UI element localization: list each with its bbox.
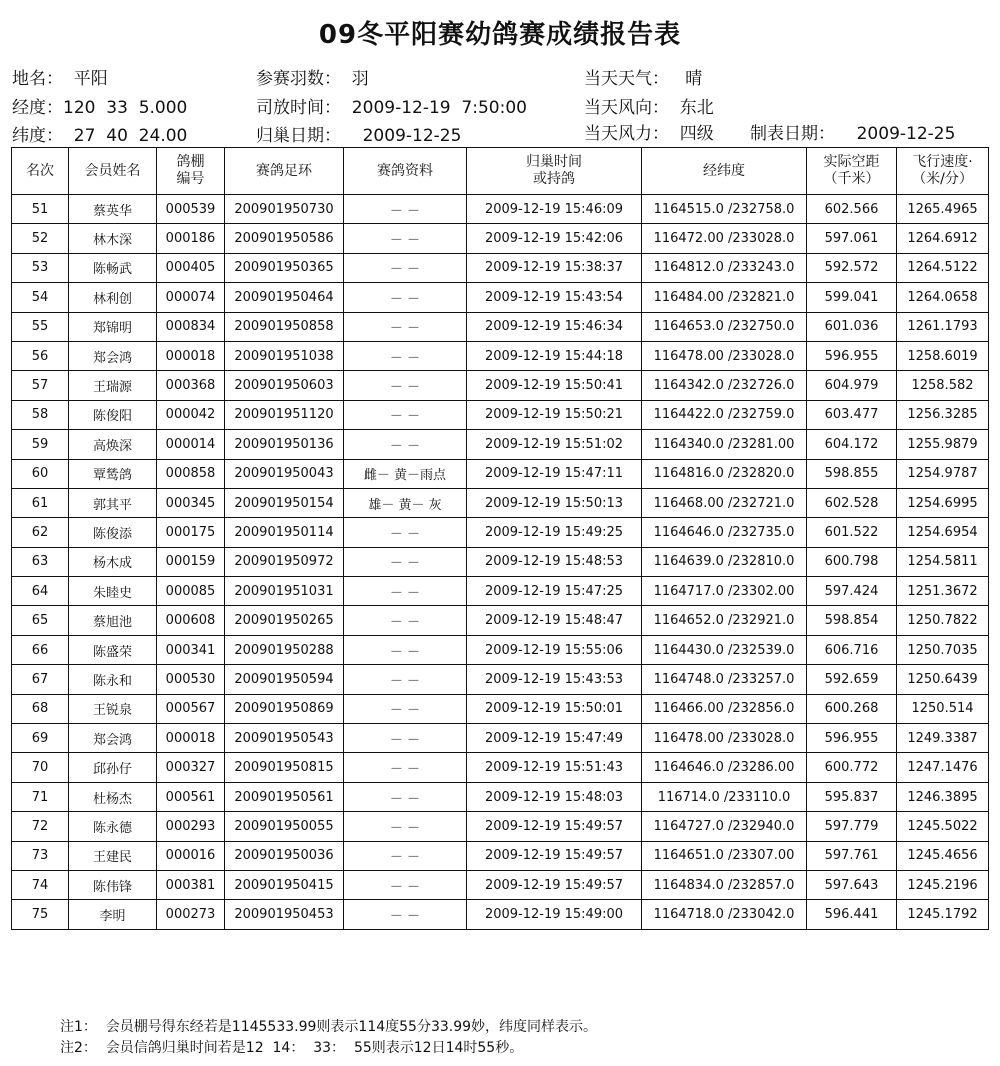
pigeon-info-cell: － － (344, 694, 467, 723)
pigeon-info-cell: － － (344, 900, 467, 929)
return-time-cell: 2009-12-19 15:49:57 (467, 812, 642, 841)
coordinates-cell: 1164834.0 /232857.0 (642, 870, 807, 899)
ring-number-cell: 200901950415 (225, 870, 344, 899)
member-name-cell: 陈永和 (69, 665, 157, 694)
coordinates-cell: 1164717.0 /23302.00 (642, 577, 807, 606)
distance-cell: 602.528 (807, 488, 897, 517)
pigeon-info-cell: － － (344, 224, 467, 253)
member-name-cell: 覃鸶鸽 (69, 459, 157, 488)
return-time-cell: 2009-12-19 15:51:02 (467, 430, 642, 459)
coordinates-cell: 1164718.0 /233042.0 (642, 900, 807, 929)
ring-number-cell: 200901950136 (225, 430, 344, 459)
table-row (12, 547, 989, 576)
member-name-cell: 陈伟锋 (69, 870, 157, 899)
distance-cell: 599.041 (807, 283, 897, 312)
member-name-cell: 王锐泉 (69, 694, 157, 723)
coordinates-cell: 1164342.0 /232726.0 (642, 371, 807, 400)
pigeon-info-cell: － － (344, 812, 467, 841)
pigeon-info-cell: 雄－ 黄－ 灰 (344, 488, 467, 517)
return-time-cell: 2009-12-19 15:46:34 (467, 312, 642, 341)
loft-number-cell: 000018 (157, 341, 225, 370)
coordinates-cell: 116484.00 /232821.0 (642, 283, 807, 312)
coordinates-cell: 116468.00 /232721.0 (642, 488, 807, 517)
member-name-cell: 蔡英华 (69, 195, 157, 224)
member-name-cell: 陈盛荣 (69, 635, 157, 664)
speed-cell: 1256.3285 (897, 400, 989, 429)
distance-cell: 597.761 (807, 841, 897, 870)
member-name-cell: 郑锦明 (69, 312, 157, 341)
speed-cell: 1246.3895 (897, 782, 989, 811)
member-name-cell: 蔡旭池 (69, 606, 157, 635)
rank-cell: 60 (12, 459, 69, 488)
member-name-cell: 李明 (69, 900, 157, 929)
header-ring-number: 赛鸽足环 (225, 148, 344, 195)
rank-cell: 61 (12, 488, 69, 517)
table-row (12, 870, 989, 899)
loft-number-cell: 000327 (157, 753, 225, 782)
loft-number-cell: 000074 (157, 283, 225, 312)
member-name-cell: 陈畅武 (69, 253, 157, 282)
pigeon-info-cell: － － (344, 635, 467, 664)
return-time-cell: 2009-12-19 15:48:53 (467, 547, 642, 576)
rank-cell: 51 (12, 195, 69, 224)
rank-cell: 54 (12, 283, 69, 312)
return-time-cell: 2009-12-19 15:49:57 (467, 841, 642, 870)
distance-cell: 603.477 (807, 400, 897, 429)
pigeon-info-cell: － － (344, 400, 467, 429)
table-row (12, 694, 989, 723)
table-row (12, 371, 989, 400)
header-pigeon-info: 赛鸽资料 (344, 148, 467, 195)
ring-number-cell: 200901950594 (225, 665, 344, 694)
speed-cell: 1254.6995 (897, 488, 989, 517)
return-time-cell: 2009-12-19 15:51:43 (467, 753, 642, 782)
return-time-cell: 2009-12-19 15:48:47 (467, 606, 642, 635)
pigeon-info-cell: － － (344, 577, 467, 606)
distance-cell: 598.855 (807, 459, 897, 488)
member-name-cell: 杜杨杰 (69, 782, 157, 811)
ring-number-cell: 200901950055 (225, 812, 344, 841)
ring-number-cell: 200901950114 (225, 518, 344, 547)
return-time-cell: 2009-12-19 15:43:54 (467, 283, 642, 312)
coordinates-cell: 1164653.0 /232750.0 (642, 312, 807, 341)
coordinates-cell: 116478.00 /233028.0 (642, 724, 807, 753)
loft-number-cell: 000293 (157, 812, 225, 841)
speed-cell: 1255.9879 (897, 430, 989, 459)
speed-cell: 1254.9787 (897, 459, 989, 488)
loft-number-cell: 000345 (157, 488, 225, 517)
table-row (12, 283, 989, 312)
table-row (12, 459, 989, 488)
speed-cell: 1261.1793 (897, 312, 989, 341)
member-name-cell: 杨木成 (69, 547, 157, 576)
ring-number-cell: 200901950453 (225, 900, 344, 929)
speed-cell: 1264.5122 (897, 253, 989, 282)
loft-number-cell: 000834 (157, 312, 225, 341)
ring-number-cell: 200901951038 (225, 341, 344, 370)
loft-number-cell: 000530 (157, 665, 225, 694)
member-name-cell: 郭其平 (69, 488, 157, 517)
pigeon-info-cell: － － (344, 606, 467, 635)
loft-number-cell: 000608 (157, 606, 225, 635)
loft-number-cell: 000175 (157, 518, 225, 547)
distance-cell: 604.172 (807, 430, 897, 459)
return-time-cell: 2009-12-19 15:50:13 (467, 488, 642, 517)
report-title: 09冬平阳赛幼鸽赛成绩报告表 (318, 20, 682, 50)
member-name-cell: 高焕深 (69, 430, 157, 459)
ring-number-cell: 200901950288 (225, 635, 344, 664)
loft-number-cell: 000018 (157, 724, 225, 753)
distance-cell: 592.572 (807, 253, 897, 282)
coordinates-cell: 1164515.0 /232758.0 (642, 195, 807, 224)
ring-number-cell: 200901951120 (225, 400, 344, 429)
rank-cell: 73 (12, 841, 69, 870)
pigeon-info-cell: － － (344, 430, 467, 459)
coordinates-cell: 1164646.0 /23286.00 (642, 753, 807, 782)
distance-cell: 597.643 (807, 870, 897, 899)
table-row (12, 724, 989, 753)
table-row (12, 430, 989, 459)
return-time-cell: 2009-12-19 15:44:18 (467, 341, 642, 370)
loft-number-cell: 000159 (157, 547, 225, 576)
return-time-cell: 2009-12-19 15:42:06 (467, 224, 642, 253)
speed-cell: 1245.2196 (897, 870, 989, 899)
coordinates-cell: 1164430.0 /232539.0 (642, 635, 807, 664)
pigeon-info-cell: － － (344, 518, 467, 547)
header-distance: 实际空距 （千米） (807, 148, 897, 195)
member-name-cell: 王建民 (69, 841, 157, 870)
member-name-cell: 王瑞源 (69, 371, 157, 400)
speed-cell: 1250.6439 (897, 665, 989, 694)
return-time-cell: 2009-12-19 15:49:00 (467, 900, 642, 929)
ring-number-cell: 200901950464 (225, 283, 344, 312)
info-made-date: 制表日期： 2009-12-25 (750, 124, 956, 144)
member-name-cell: 郑会鸿 (69, 341, 157, 370)
table-row (12, 577, 989, 606)
coordinates-cell: 1164422.0 /232759.0 (642, 400, 807, 429)
coordinates-cell: 116478.00 /233028.0 (642, 341, 807, 370)
speed-cell: 1247.1476 (897, 753, 989, 782)
distance-cell: 597.061 (807, 224, 897, 253)
member-name-cell: 林利创 (69, 283, 157, 312)
rank-cell: 64 (12, 577, 69, 606)
speed-cell: 1245.5022 (897, 812, 989, 841)
rank-cell: 66 (12, 635, 69, 664)
speed-cell: 1249.3387 (897, 724, 989, 753)
table-row (12, 665, 989, 694)
ring-number-cell: 200901950972 (225, 547, 344, 576)
ring-number-cell: 200901950365 (225, 253, 344, 282)
loft-number-cell: 000273 (157, 900, 225, 929)
pigeon-info-cell: － － (344, 253, 467, 282)
pigeon-info-cell: － － (344, 870, 467, 899)
table-row (12, 606, 989, 635)
table-row (12, 518, 989, 547)
pigeon-info-cell: 雌－ 黄－雨点 (344, 459, 467, 488)
note-1: 注1： 会员棚号得东经若是1145533.99则表示114度55分33.99妙，纬度同样表示。 (60, 1019, 598, 1035)
results-table (11, 147, 989, 930)
member-name-cell: 陈俊添 (69, 518, 157, 547)
return-time-cell: 2009-12-19 15:48:03 (467, 782, 642, 811)
table-row (12, 635, 989, 664)
table-row (12, 782, 989, 811)
rank-cell: 70 (12, 753, 69, 782)
note-2: 注2： 会员信鸽归巢时间若是12 14： 33： 55则表示12日14时55秒。 (60, 1040, 524, 1056)
info-latitude: 纬度： 27 40 24.00 (12, 126, 188, 146)
loft-number-cell: 000405 (157, 253, 225, 282)
speed-cell: 1254.5811 (897, 547, 989, 576)
rank-cell: 75 (12, 900, 69, 929)
speed-cell: 1250.514 (897, 694, 989, 723)
table-row (12, 195, 989, 224)
ring-number-cell: 200901950561 (225, 782, 344, 811)
results-body (12, 195, 989, 930)
pigeon-info-cell: － － (344, 283, 467, 312)
loft-number-cell: 000016 (157, 841, 225, 870)
distance-cell: 592.659 (807, 665, 897, 694)
table-row (12, 841, 989, 870)
rank-cell: 69 (12, 724, 69, 753)
loft-number-cell: 000561 (157, 782, 225, 811)
ring-number-cell: 200901950543 (225, 724, 344, 753)
pigeon-info-cell: － － (344, 547, 467, 576)
rank-cell: 71 (12, 782, 69, 811)
coordinates-cell: 1164816.0 /232820.0 (642, 459, 807, 488)
distance-cell: 596.955 (807, 341, 897, 370)
distance-cell: 597.779 (807, 812, 897, 841)
table-row (12, 900, 989, 929)
pigeon-info-cell: － － (344, 312, 467, 341)
return-time-cell: 2009-12-19 15:50:21 (467, 400, 642, 429)
table-row (12, 753, 989, 782)
distance-cell: 606.716 (807, 635, 897, 664)
rank-cell: 62 (12, 518, 69, 547)
speed-cell: 1254.6954 (897, 518, 989, 547)
distance-cell: 600.798 (807, 547, 897, 576)
loft-number-cell: 000042 (157, 400, 225, 429)
header-speed: 飞行速度· （米/分） (897, 148, 989, 195)
coordinates-cell: 116472.00 /233028.0 (642, 224, 807, 253)
rank-cell: 63 (12, 547, 69, 576)
table-row (12, 253, 989, 282)
rank-cell: 72 (12, 812, 69, 841)
table-row (12, 312, 989, 341)
return-time-cell: 2009-12-19 15:47:25 (467, 577, 642, 606)
rank-cell: 74 (12, 870, 69, 899)
distance-cell: 604.979 (807, 371, 897, 400)
coordinates-cell: 1164652.0 /232921.0 (642, 606, 807, 635)
header-loft-number: 鸽棚 编号 (157, 148, 225, 195)
loft-number-cell: 000368 (157, 371, 225, 400)
speed-cell: 1265.4965 (897, 195, 989, 224)
member-name-cell: 邱孙仔 (69, 753, 157, 782)
coordinates-cell: 116714.0 /233110.0 (642, 782, 807, 811)
pigeon-info-cell: － － (344, 782, 467, 811)
table-row (12, 341, 989, 370)
ring-number-cell: 200901950036 (225, 841, 344, 870)
return-time-cell: 2009-12-19 15:49:25 (467, 518, 642, 547)
ring-number-cell: 200901950869 (225, 694, 344, 723)
info-place: 地名： 平阳 (12, 69, 108, 89)
header-return-time: 归巢时间 或持鸽 (467, 148, 642, 195)
distance-cell: 595.837 (807, 782, 897, 811)
loft-number-cell: 000014 (157, 430, 225, 459)
distance-cell: 601.522 (807, 518, 897, 547)
return-time-cell: 2009-12-19 15:47:49 (467, 724, 642, 753)
return-time-cell: 2009-12-19 15:49:57 (467, 870, 642, 899)
info-weather: 当天天气： 晴 (584, 69, 703, 89)
distance-cell: 600.268 (807, 694, 897, 723)
return-time-cell: 2009-12-19 15:43:53 (467, 665, 642, 694)
member-name-cell: 陈俊阳 (69, 400, 157, 429)
member-name-cell: 郑会鸿 (69, 724, 157, 753)
table-row (12, 400, 989, 429)
info-longitude: 经度：120 33 5.000 (12, 98, 188, 118)
rank-cell: 52 (12, 224, 69, 253)
pigeon-info-cell: － － (344, 341, 467, 370)
distance-cell: 601.036 (807, 312, 897, 341)
return-time-cell: 2009-12-19 15:50:41 (467, 371, 642, 400)
speed-cell: 1258.6019 (897, 341, 989, 370)
rank-cell: 55 (12, 312, 69, 341)
speed-cell: 1264.6912 (897, 224, 989, 253)
pigeon-info-cell: － － (344, 195, 467, 224)
coordinates-cell: 1164340.0 /23281.00 (642, 430, 807, 459)
coordinates-cell: 116466.00 /232856.0 (642, 694, 807, 723)
distance-cell: 600.772 (807, 753, 897, 782)
speed-cell: 1251.3672 (897, 577, 989, 606)
rank-cell: 58 (12, 400, 69, 429)
info-return-date: 归巢日期： 2009-12-25 (256, 126, 462, 146)
return-time-cell: 2009-12-19 15:55:06 (467, 635, 642, 664)
rank-cell: 56 (12, 341, 69, 370)
table-row (12, 224, 989, 253)
ring-number-cell: 200901950043 (225, 459, 344, 488)
ring-number-cell: 200901950815 (225, 753, 344, 782)
header-coordinates: 经纬度 (642, 148, 807, 195)
speed-cell: 1250.7035 (897, 635, 989, 664)
speed-cell: 1245.1792 (897, 900, 989, 929)
info-wind-force: 当天风力： 四级 (584, 124, 714, 144)
member-name-cell: 朱睦史 (69, 577, 157, 606)
speed-cell: 1250.7822 (897, 606, 989, 635)
rank-cell: 68 (12, 694, 69, 723)
return-time-cell: 2009-12-19 15:50:01 (467, 694, 642, 723)
table-row (12, 488, 989, 517)
loft-number-cell: 000341 (157, 635, 225, 664)
table-header-row (12, 148, 989, 195)
ring-number-cell: 200901951031 (225, 577, 344, 606)
info-count: 参赛羽数： 羽 (256, 69, 369, 89)
coordinates-cell: 1164812.0 /233243.0 (642, 253, 807, 282)
member-name-cell: 陈永德 (69, 812, 157, 841)
ring-number-cell: 200901950265 (225, 606, 344, 635)
speed-cell: 1245.4656 (897, 841, 989, 870)
return-time-cell: 2009-12-19 15:38:37 (467, 253, 642, 282)
loft-number-cell: 000381 (157, 870, 225, 899)
coordinates-cell: 1164646.0 /232735.0 (642, 518, 807, 547)
rank-cell: 67 (12, 665, 69, 694)
distance-cell: 596.441 (807, 900, 897, 929)
loft-number-cell: 000567 (157, 694, 225, 723)
distance-cell: 596.955 (807, 724, 897, 753)
member-name-cell: 林木深 (69, 224, 157, 253)
return-time-cell: 2009-12-19 15:46:09 (467, 195, 642, 224)
rank-cell: 57 (12, 371, 69, 400)
coordinates-cell: 1164639.0 /232810.0 (642, 547, 807, 576)
coordinates-cell: 1164651.0 /23307.00 (642, 841, 807, 870)
rank-cell: 53 (12, 253, 69, 282)
ring-number-cell: 200901950154 (225, 488, 344, 517)
coordinates-cell: 1164748.0 /233257.0 (642, 665, 807, 694)
ring-number-cell: 200901950858 (225, 312, 344, 341)
distance-cell: 602.566 (807, 195, 897, 224)
pigeon-info-cell: － － (344, 665, 467, 694)
return-time-cell: 2009-12-19 15:47:11 (467, 459, 642, 488)
header-rank: 名次 (12, 148, 69, 195)
info-release-time: 司放时间： 2009-12-19 7:50:00 (256, 98, 527, 118)
loft-number-cell: 000539 (157, 195, 225, 224)
speed-cell: 1264.0658 (897, 283, 989, 312)
pigeon-info-cell: － － (344, 371, 467, 400)
coordinates-cell: 1164727.0 /232940.0 (642, 812, 807, 841)
table-row (12, 812, 989, 841)
ring-number-cell: 200901950730 (225, 195, 344, 224)
header-member-name: 会员姓名 (69, 148, 157, 195)
distance-cell: 598.854 (807, 606, 897, 635)
pigeon-info-cell: － － (344, 724, 467, 753)
loft-number-cell: 000085 (157, 577, 225, 606)
rank-cell: 59 (12, 430, 69, 459)
ring-number-cell: 200901950603 (225, 371, 344, 400)
ring-number-cell: 200901950586 (225, 224, 344, 253)
rank-cell: 65 (12, 606, 69, 635)
pigeon-info-cell: － － (344, 841, 467, 870)
info-wind-direction: 当天风向： 东北 (584, 98, 714, 118)
loft-number-cell: 000186 (157, 224, 225, 253)
pigeon-info-cell: － － (344, 753, 467, 782)
distance-cell: 597.424 (807, 577, 897, 606)
speed-cell: 1258.582 (897, 371, 989, 400)
loft-number-cell: 000858 (157, 459, 225, 488)
